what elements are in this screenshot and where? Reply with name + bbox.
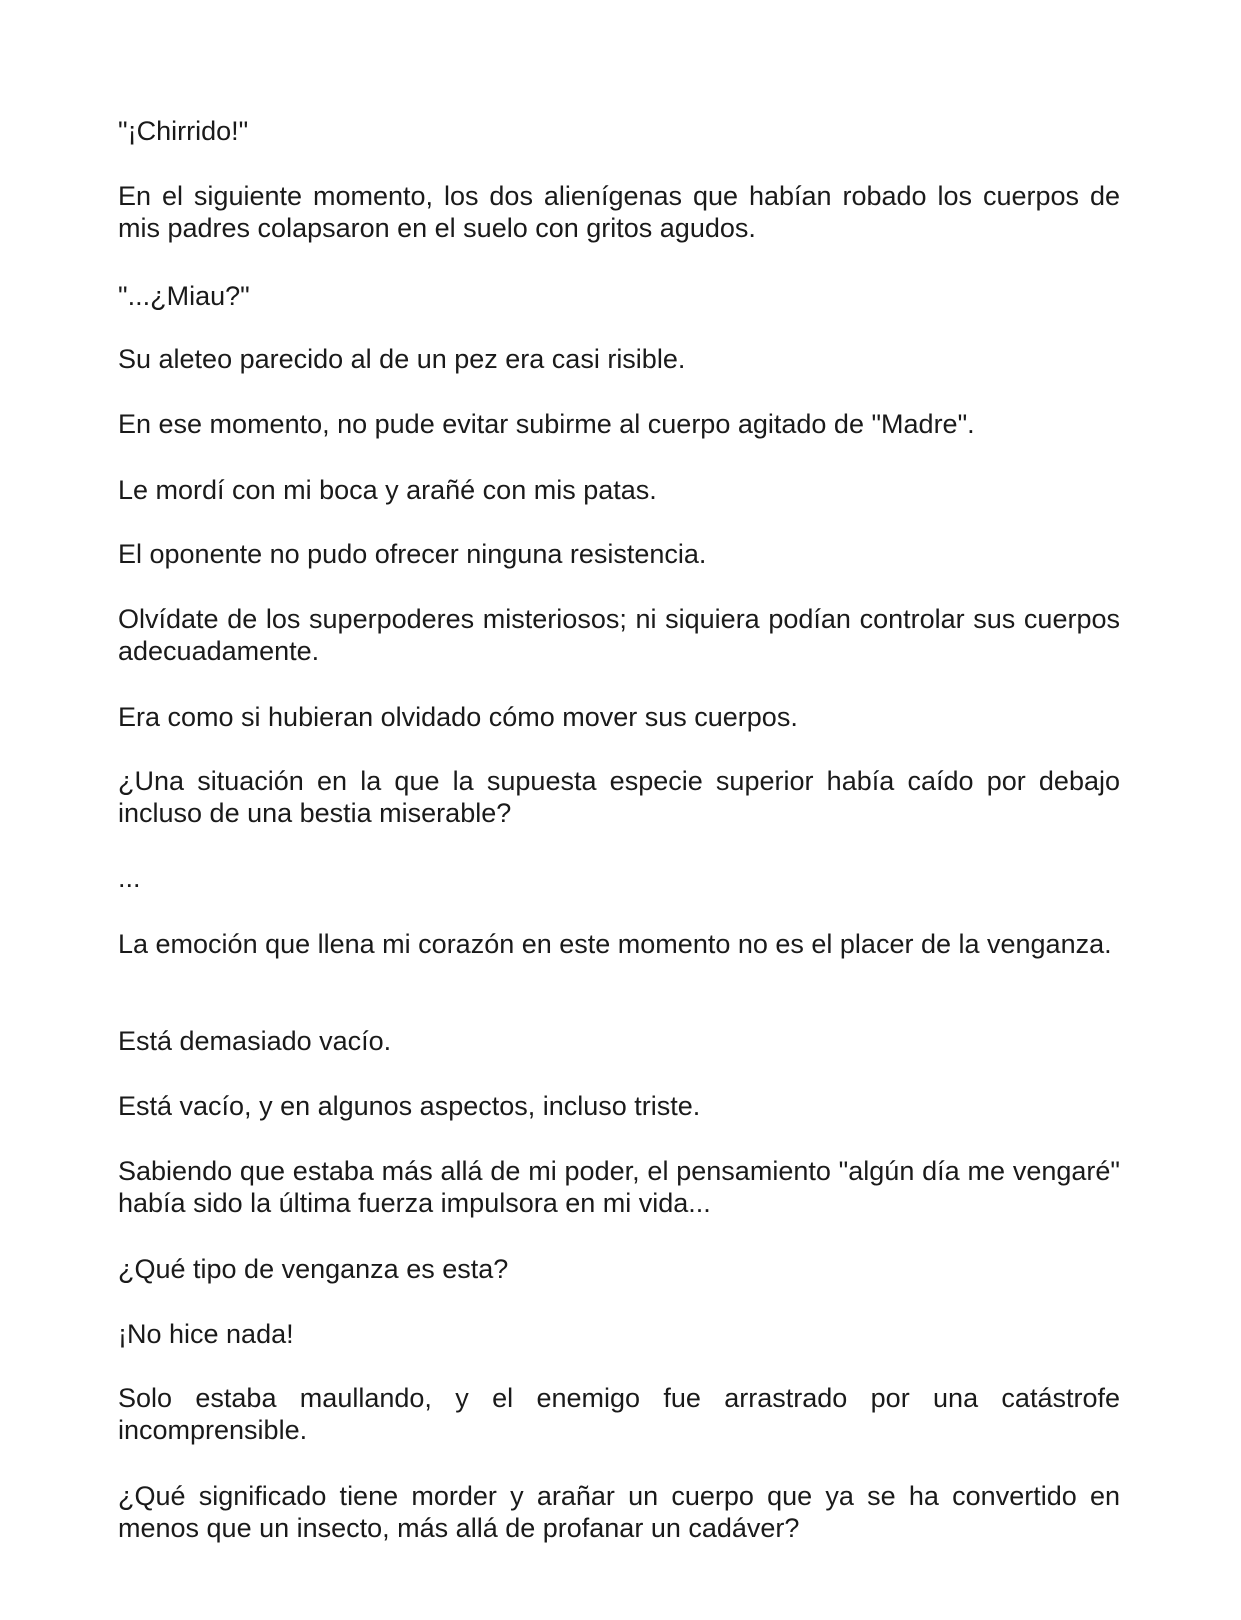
paragraph-10: ¿Una situación en la que la supuesta especie superior había caído por debajo incluso de una bestia miserable?: [118, 766, 1120, 828]
paragraph-2: En el siguiente momento, los dos alienígenas que habían robado los cuerpos de mis padres colapsaron en el suelo con gritos agudos.: [118, 181, 1120, 243]
paragraph-11: ...: [118, 863, 141, 893]
paragraph-12: La emoción que llena mi corazón en este momento no es el placer de la venganza.: [118, 929, 1112, 959]
paragraph-8: Olvídate de los superpoderes misteriosos; ni siquiera podían controlar sus cuerpos adecuadamente.: [118, 604, 1120, 666]
paragraph-19: ¿Qué significado tiene morder y arañar un cuerpo que ya se ha convertido en menos que un insecto, más allá de profanar un cadáver?: [118, 1481, 1120, 1543]
paragraph-15: Sabiendo que estaba más allá de mi poder, el pensamiento "algún día me vengaré" había sido la última fuerza impulsora en mi vida...: [118, 1156, 1120, 1218]
paragraph-16: ¿Qué tipo de venganza es esta?: [118, 1254, 509, 1284]
paragraph-6: Le mordí con mi boca y arañé con mis patas.: [118, 475, 657, 505]
paragraph-14: Está vacío, y en algunos aspectos, incluso triste.: [118, 1091, 701, 1121]
paragraph-18: Solo estaba maullando, y el enemigo fue arrastrado por una catástrofe incomprensible.: [118, 1383, 1120, 1445]
paragraph-3: "...¿Miau?": [118, 281, 250, 311]
paragraph-7: El oponente no pudo ofrecer ninguna resistencia.: [118, 539, 707, 569]
paragraph-4: Su aleteo parecido al de un pez era casi risible.: [118, 344, 686, 374]
paragraph-1: "¡Chirrido!": [118, 116, 249, 146]
paragraph-9: Era como si hubieran olvidado cómo mover sus cuerpos.: [118, 702, 798, 732]
paragraph-5: En ese momento, no pude evitar subirme al cuerpo agitado de "Madre".: [118, 409, 975, 439]
paragraph-17: ¡No hice nada!: [118, 1319, 294, 1349]
paragraph-13: Está demasiado vacío.: [118, 1026, 392, 1056]
